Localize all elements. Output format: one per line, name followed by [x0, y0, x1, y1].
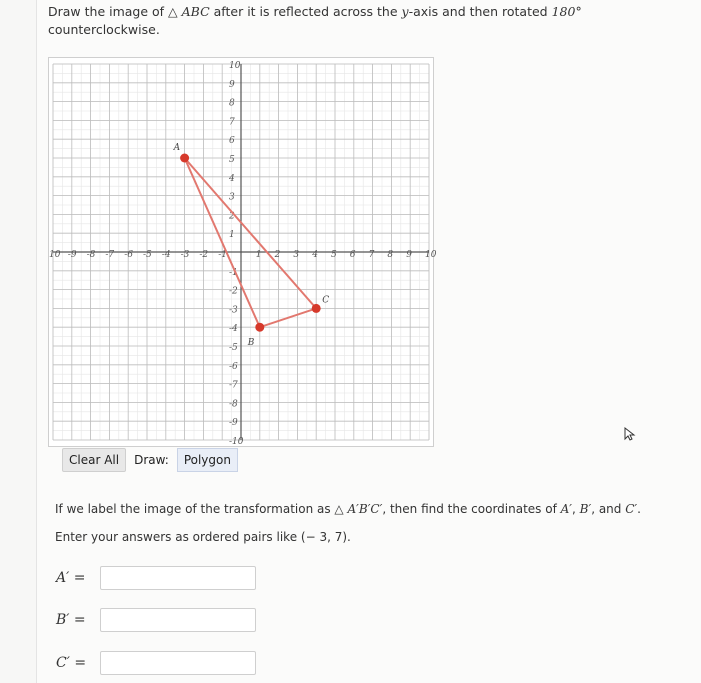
problem-prompt — [48, 3, 648, 39]
x-tick-label: -9 — [67, 250, 77, 260]
x-tick-label: 8 — [387, 250, 394, 260]
y-tick-label: -1 — [229, 267, 238, 278]
question-sep-2: , and — [591, 502, 626, 516]
coordinate-grid[interactable] — [49, 58, 437, 447]
answer-input-a[interactable] — [100, 566, 256, 590]
draw-label: Draw: — [134, 453, 169, 467]
y-tick-label: 10 — [229, 61, 241, 71]
point-a-prime: A′ — [560, 502, 573, 516]
y-tick-label: -5 — [229, 343, 238, 353]
y-tick-label: 2 — [229, 211, 235, 222]
vertex-b — [255, 323, 264, 332]
y-tick-label: -3 — [229, 305, 238, 316]
y-tick-label: 5 — [229, 155, 235, 165]
answer-row-c — [56, 650, 256, 676]
vertex-label-b: B — [247, 338, 255, 349]
x-tick-label: -6 — [124, 250, 133, 260]
prompt-text-1: Draw the image of — [48, 4, 169, 19]
y-tick-label: -6 — [229, 361, 238, 372]
x-tick-label: -5 — [143, 250, 152, 260]
answer-row-a — [56, 565, 256, 591]
y-tick-label: 1 — [229, 230, 235, 241]
x-tick-label: -8 — [86, 250, 96, 260]
mouse-cursor-icon — [622, 426, 638, 442]
y-tick-label: -2 — [229, 286, 238, 297]
x-tick-label: -2 — [199, 250, 209, 260]
x-tick-label: -1 — [218, 250, 227, 260]
triangle-symbol: △ — [168, 4, 178, 19]
prompt-text-4: counterclockwise. — [48, 22, 160, 37]
y-tick-label: -7 — [229, 380, 238, 391]
question-text — [55, 500, 695, 518]
x-tick-label: 4 — [312, 250, 318, 260]
axis-variable: y — [401, 4, 409, 19]
y-tick-label: 8 — [229, 98, 235, 109]
answer-label-a: A′ = — [56, 570, 86, 586]
y-tick-label: -8 — [229, 399, 238, 410]
x-tick-label: 10 — [425, 250, 437, 260]
x-tick-label: 1 — [255, 250, 262, 260]
x-tick-label: 6 — [349, 250, 356, 260]
vertex-a — [180, 154, 189, 163]
x-tick-label: -4 — [161, 250, 171, 260]
x-tick-label: -7 — [105, 250, 115, 260]
x-tick-label: 3 — [293, 250, 300, 260]
image-triangle-name: A′B′C′ — [347, 502, 383, 516]
vertex-label-c: C — [322, 295, 330, 306]
answer-label-b: B′ = — [56, 612, 86, 628]
instruction-text: Enter your answers as ordered pairs like (− 3, 7). — [55, 530, 351, 544]
question-text-2: , then find the coordinates of — [382, 502, 561, 516]
y-tick-label: -4 — [229, 324, 238, 335]
point-c-prime: C′ — [625, 502, 638, 516]
y-tick-label: 4 — [229, 173, 235, 184]
y-tick-label: 3 — [229, 192, 235, 203]
answer-label-c: C′ = — [56, 655, 87, 671]
x-tick-label: 9 — [406, 250, 412, 260]
question-end: . — [637, 502, 641, 516]
triangle-name: ABC — [181, 4, 210, 19]
point-b-prime: B′ — [579, 502, 592, 516]
y-tick-label: 6 — [229, 136, 235, 147]
prompt-text-2: after it is reflected across the — [209, 4, 402, 19]
draw-mode-selector[interactable]: Polygon — [177, 448, 238, 472]
rotation-angle: 180° — [551, 4, 582, 19]
graph-canvas[interactable] — [48, 57, 437, 447]
vertex-label-a: A — [173, 143, 181, 153]
instructions — [55, 528, 695, 546]
vertex-c — [312, 304, 321, 313]
question-triangle-symbol: △ — [334, 502, 344, 516]
clear-all-button[interactable]: Clear All — [62, 448, 126, 472]
answer-row-b — [56, 607, 256, 633]
y-tick-label: 7 — [229, 117, 235, 128]
y-tick-label: -10 — [229, 437, 244, 447]
graph-toolbar — [62, 448, 238, 472]
answer-input-c[interactable] — [100, 651, 256, 675]
answer-input-b[interactable] — [100, 608, 256, 632]
question-sep-1: , — [572, 502, 580, 516]
x-tick-label: -3 — [180, 250, 190, 260]
question-text-1: If we label the image of the transformation as — [55, 502, 335, 516]
x-tick-label: 7 — [368, 250, 375, 260]
x-tick-label: 5 — [331, 250, 337, 260]
prompt-text-3: -axis and then rotated — [408, 4, 552, 19]
y-tick-label: 9 — [229, 79, 235, 90]
x-tick-label: 10 — [49, 250, 61, 260]
x-tick-label: 2 — [274, 250, 281, 260]
y-tick-label: -9 — [229, 418, 238, 429]
